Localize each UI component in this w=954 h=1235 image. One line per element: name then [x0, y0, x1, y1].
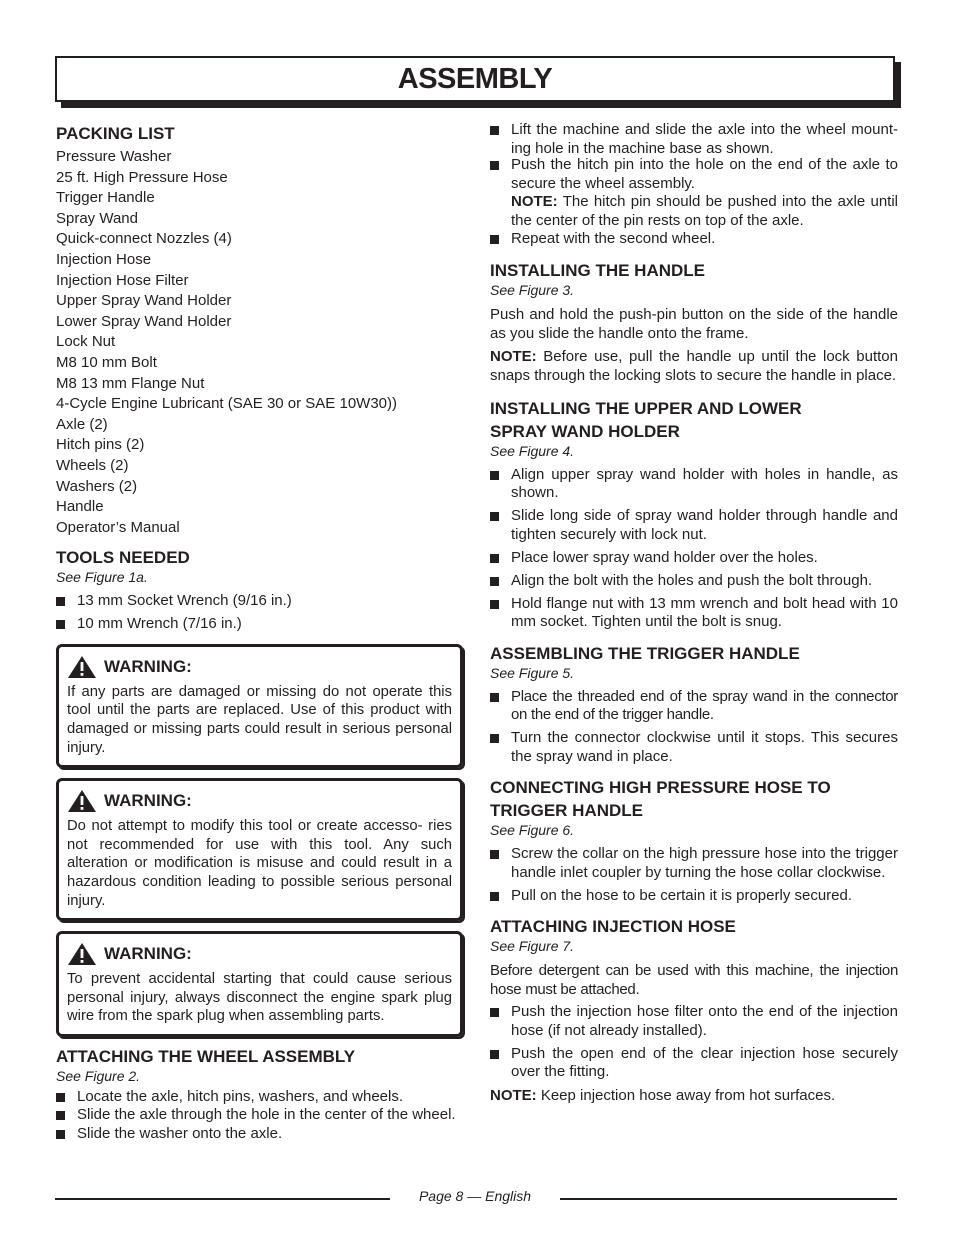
footer-rule-right: [560, 1198, 897, 1200]
bullet-square-icon: [56, 1130, 65, 1139]
list-item: Operator’s Manual: [56, 518, 180, 536]
list-item: M8 13 mm Flange Nut: [56, 374, 205, 392]
footer-rule-left: [55, 1198, 390, 1200]
warning-triangle-icon: [67, 655, 97, 679]
list-item: Lock Nut: [56, 333, 116, 351]
handle-paragraph: Push and hold the push-pin button on the side of the handle as you slide the handle onto the frame.: [490, 305, 898, 342]
list-item: Upper Spray Wand Holder: [56, 292, 232, 310]
list-item: Trigger Handle: [56, 189, 155, 207]
injection-paragraph: Before detergent can be used with this machine, the injection hose must be attached.: [490, 962, 898, 998]
warning-box: [56, 931, 463, 1037]
note-text: Keep injection hose away from hot surfaces.: [536, 1087, 836, 1104]
wheel-assembly-heading: ATTACHING THE WHEEL ASSEMBLY: [56, 1046, 356, 1066]
bullet-square-icon: [490, 734, 499, 743]
bullet-square-icon: [490, 161, 499, 170]
hose-steps: [490, 845, 898, 905]
list-item: Slide the axle through the hole in the center of the wheel.: [56, 1106, 463, 1125]
wand-holder-heading: INSTALLING THE UPPER AND LOWER SPRAY WAND HOLDER: [490, 398, 802, 441]
tools-list: [56, 592, 463, 634]
list-item: Locate the axle, hitch pins, washers, and wheels.: [56, 1088, 463, 1107]
bullet-square-icon: [490, 235, 499, 244]
see-figure-note: See Figure 4.: [490, 442, 575, 459]
warning-triangle-icon: [67, 942, 97, 966]
list-item: Lower Spray Wand Holder: [56, 312, 232, 330]
trigger-handle-steps: [490, 688, 898, 767]
list-item: Quick-connect Nozzles (4): [56, 230, 232, 248]
warning-header: [67, 942, 452, 966]
list-item: Axle (2): [56, 415, 108, 433]
see-figure-note: See Figure 5.: [490, 664, 575, 681]
warning-title: WARNING:: [104, 656, 192, 676]
warning-triangle-icon: [67, 789, 97, 813]
hose-heading: CONNECTING HIGH PRESSURE HOSE TO TRIGGER HANDLE: [490, 778, 831, 820]
see-figure-note: See Figure 6.: [490, 822, 575, 838]
packing-list-heading: PACKING LIST: [56, 124, 175, 143]
list-item: Lift the machine and slide the axle into the wheel mount- ing hole in the machine base as shown.: [490, 121, 898, 158]
list-item: Slide long side of spray wand holder through handle and tighten securely with lock nut.: [490, 507, 898, 544]
note-label: NOTE:: [490, 1087, 537, 1104]
list-item: Hitch pins (2): [56, 436, 145, 454]
injection-note: [490, 1086, 898, 1105]
see-figure-note: See Figure 7.: [490, 938, 575, 954]
wand-holder-steps: [490, 466, 898, 632]
note-label: NOTE:: [490, 347, 537, 365]
bullet-square-icon: [490, 1050, 499, 1059]
list-item: Wheels (2): [56, 456, 129, 474]
list-item: Align the bolt with the holes and push the bolt through.: [490, 572, 898, 591]
bullet-square-icon: [490, 693, 499, 702]
list-item: Turn the connector clockwise until it stops. This secures the spray wand in place.: [490, 729, 898, 766]
list-item: M8 10 mm Bolt: [56, 353, 157, 371]
warning-box: [56, 644, 463, 768]
trigger-handle-heading: ASSEMBLING THE TRIGGER HANDLE: [490, 643, 800, 663]
bullet-square-icon: [56, 1093, 65, 1102]
bullet-square-icon: [490, 577, 499, 586]
bullet-square-icon: [490, 554, 499, 563]
injection-hose-heading: ATTACHING INJECTION HOSE: [490, 917, 736, 936]
list-item: Align upper spray wand holder with holes in handle, as shown.: [490, 466, 898, 503]
tools-needed-heading: TOOLS NEEDED: [56, 548, 190, 568]
list-item: Screw the collar on the high pressure hose into the trigger handle inlet coupler by turning the hose collar clockwise.: [490, 845, 898, 882]
page-title-banner: [55, 56, 895, 102]
list-item: Push the open end of the clear injection hose securely over the fitting.: [490, 1045, 898, 1082]
warning-title: WARNING:: [104, 944, 192, 964]
list-item: Handle: [56, 498, 104, 516]
bullet-square-icon: [490, 126, 499, 135]
warning-text: To prevent accidental starting that could cause serious personal injury, always disconnect the engine spark plug wire from the spark plug when assembling parts.: [67, 971, 452, 1025]
bullet-square-icon: [56, 1111, 65, 1120]
list-item: Pull on the hose to be certain it is properly secured.: [490, 887, 898, 906]
bullet-square-icon: [490, 892, 499, 901]
list-item: Hold flange nut with 13 mm wrench and bolt head with 10 mm socket. Tighten until the bolt is snug.: [490, 595, 898, 632]
see-figure-note: See Figure 2.: [56, 1067, 141, 1084]
warning-header: [67, 655, 452, 679]
warning-header: [67, 789, 452, 813]
list-item: Push the injection hose filter onto the end of the injection hose (if not already installed).: [490, 1003, 898, 1040]
warning-text: If any parts are damaged or missing do not operate this tool until the parts are replaced. Use of this product with damaged or missing parts could result in serious personal injury.: [67, 683, 452, 756]
note-label: NOTE:: [511, 193, 558, 210]
bullet-square-icon: [56, 620, 65, 629]
warning-text: Do not attempt to modify this tool or create accesso- ries not recommended for use with this tool. Any such alteration or modification is misuse and could result in a hazardous condition leading to possible serious personal injury.: [67, 818, 452, 909]
bullet-square-icon: [490, 850, 499, 859]
list-item: Washers (2): [56, 477, 138, 495]
list-item: Repeat with the second wheel.: [490, 230, 898, 249]
list-item: Place lower spray wand holder over the holes.: [490, 549, 898, 568]
left-column: [56, 118, 463, 1143]
installing-handle-heading: INSTALLING THE HANDLE: [490, 260, 706, 280]
see-figure-note: See Figure 3.: [490, 281, 575, 298]
list-item: Place the threaded end of the spray wand in the connector on the end of the trigger handle.: [490, 688, 898, 725]
warning-box: [56, 778, 463, 921]
list-item: Injection Hose Filter: [56, 271, 189, 289]
right-column: [490, 121, 898, 1109]
handle-note: [490, 347, 898, 385]
page-title: ASSEMBLY: [397, 62, 553, 95]
warning-title: WARNING:: [104, 791, 192, 811]
packing-list: [56, 147, 463, 538]
page-footer: Page 8 — English: [418, 1188, 532, 1204]
bullet-square-icon: [490, 1008, 499, 1017]
list-item: Push the hitch pin into the hole on the end of the axle to secure the wheel assembly. NOTE: The hitch pin should be pushed into the axle until the center of the pin rests on top of the axle.: [490, 156, 898, 230]
list-item: Injection Hose: [56, 250, 152, 268]
bullet-square-icon: [490, 471, 499, 480]
list-item: 13 mm Socket Wrench (9/16 in.): [56, 592, 463, 611]
note-text: The hitch pin should be pushed into the axle until the center of the pin rests on top of the axle.: [511, 193, 898, 229]
wheel-steps-continued: [490, 121, 898, 249]
see-figure-note: See Figure 1a.: [56, 569, 148, 586]
list-item: 25 ft. High Pressure Hose: [56, 168, 228, 186]
note-text: Before use, pull the handle up until the lock button snaps through the locking slots to secure the handle in place.: [490, 347, 898, 384]
list-item: Spray Wand: [56, 209, 138, 227]
list-item: 4-Cycle Engine Lubricant (SAE 30 or SAE 10W30)): [56, 395, 397, 413]
injection-steps: [490, 1003, 898, 1082]
list-item: 10 mm Wrench (7/16 in.): [56, 615, 463, 634]
list-item: Pressure Washer: [56, 148, 172, 165]
list-item: Slide the washer onto the axle.: [56, 1125, 463, 1144]
bullet-square-icon: [490, 512, 499, 521]
bullet-square-icon: [56, 597, 65, 606]
wheel-steps-list: [56, 1088, 463, 1144]
bullet-square-icon: [490, 600, 499, 609]
